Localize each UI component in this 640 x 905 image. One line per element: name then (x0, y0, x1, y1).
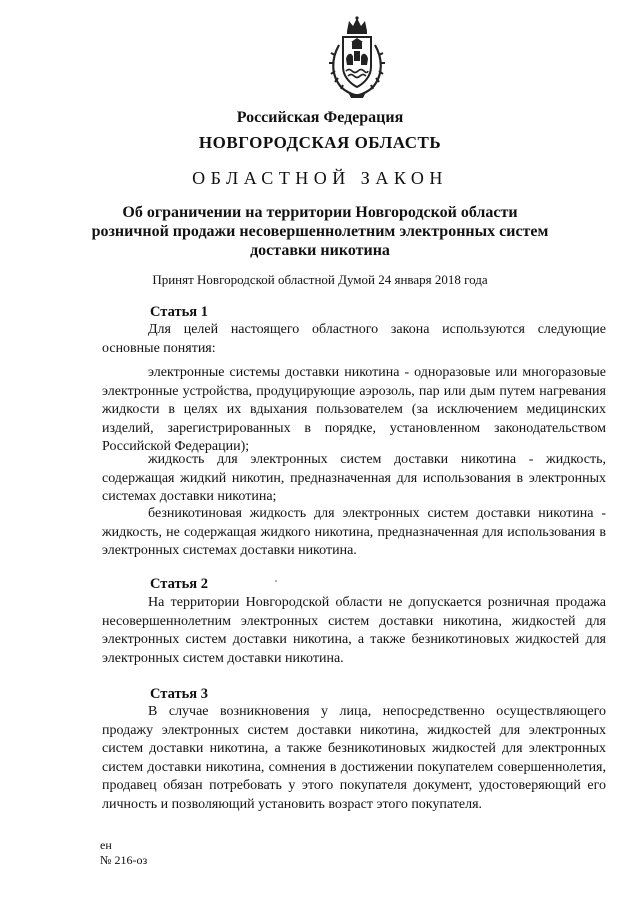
law-title-line: Об ограничении на территории Новгородской области (122, 204, 518, 221)
scan-speck (275, 580, 277, 582)
law-type-heading: ОБЛАСТНОЙ ЗАКОН (192, 168, 448, 188)
article-3-heading: Статья 3 (150, 686, 208, 702)
law-title-line: доставки никотина (250, 242, 390, 259)
article-1-definition: жидкость для электронных систем доставки никотина - жидкость, содержащая жидкий никотин, предназначенная для использования в электронных системах доставки никотина; (102, 452, 606, 504)
author-initials: ен (100, 838, 112, 852)
adoption-note: Принят Новгородской областной Думой 24 января 2018 года (152, 272, 488, 287)
document-footer (100, 838, 147, 868)
article-2-text: На территории Новгородской области не допускается розничная продажа несовершеннолетним электронных систем доставки никотина, жидкостей для электронных систем доставки никотина, а также безникотиновых жидкостей для электронных систем доставки никотина. (102, 595, 606, 666)
article-1-heading: Статья 1 (150, 304, 208, 320)
article-1-definition: электронные системы доставки никотина - одноразовые или многоразовые электронные устройства, продуцирующие аэрозоль, пар или дым путем нагревания жидкости в целях их вдыхания пользователем (за исключением медицинских изделий, зарегистрированных в порядке, установленном законодательством Российской Федерации); (102, 365, 606, 454)
article-2-heading: Статья 2 (150, 576, 208, 592)
article-1-intro: Для целей настоящего областного закона используются следующие основные понятия: (102, 322, 606, 356)
law-number: № 216-оз (100, 853, 148, 867)
law-title (0, 203, 640, 260)
coat-of-arms-emblem (325, 15, 389, 99)
article-3-text: В случае возникновения у лица, непосредственно осуществляющего продажу электронных систем доставки никотина, жидкостей для электронных систем доставки никотина, а также безникотиновых жидкостей для электронных систем доставки никотина, сомнения в достижении покупателем совершеннолетия, продавец обязан потребовать у этого покупателя документ, удостоверяющий его личность и позволяющий установить возраст этого покупателя. (102, 704, 606, 812)
article-1-definition: безникотиновая жидкость для электронных систем доставки никотина - жидкость, не содержащая жидкого никотина, предназначенная для использования в электронных системах доставки никотина. (102, 506, 606, 558)
country-heading: Российская Федерация (236, 109, 404, 126)
law-title-line: розничной продажи несовершеннолетним электронных систем (91, 223, 549, 240)
region-heading: НОВГОРОДСКАЯ ОБЛАСТЬ (198, 133, 442, 152)
